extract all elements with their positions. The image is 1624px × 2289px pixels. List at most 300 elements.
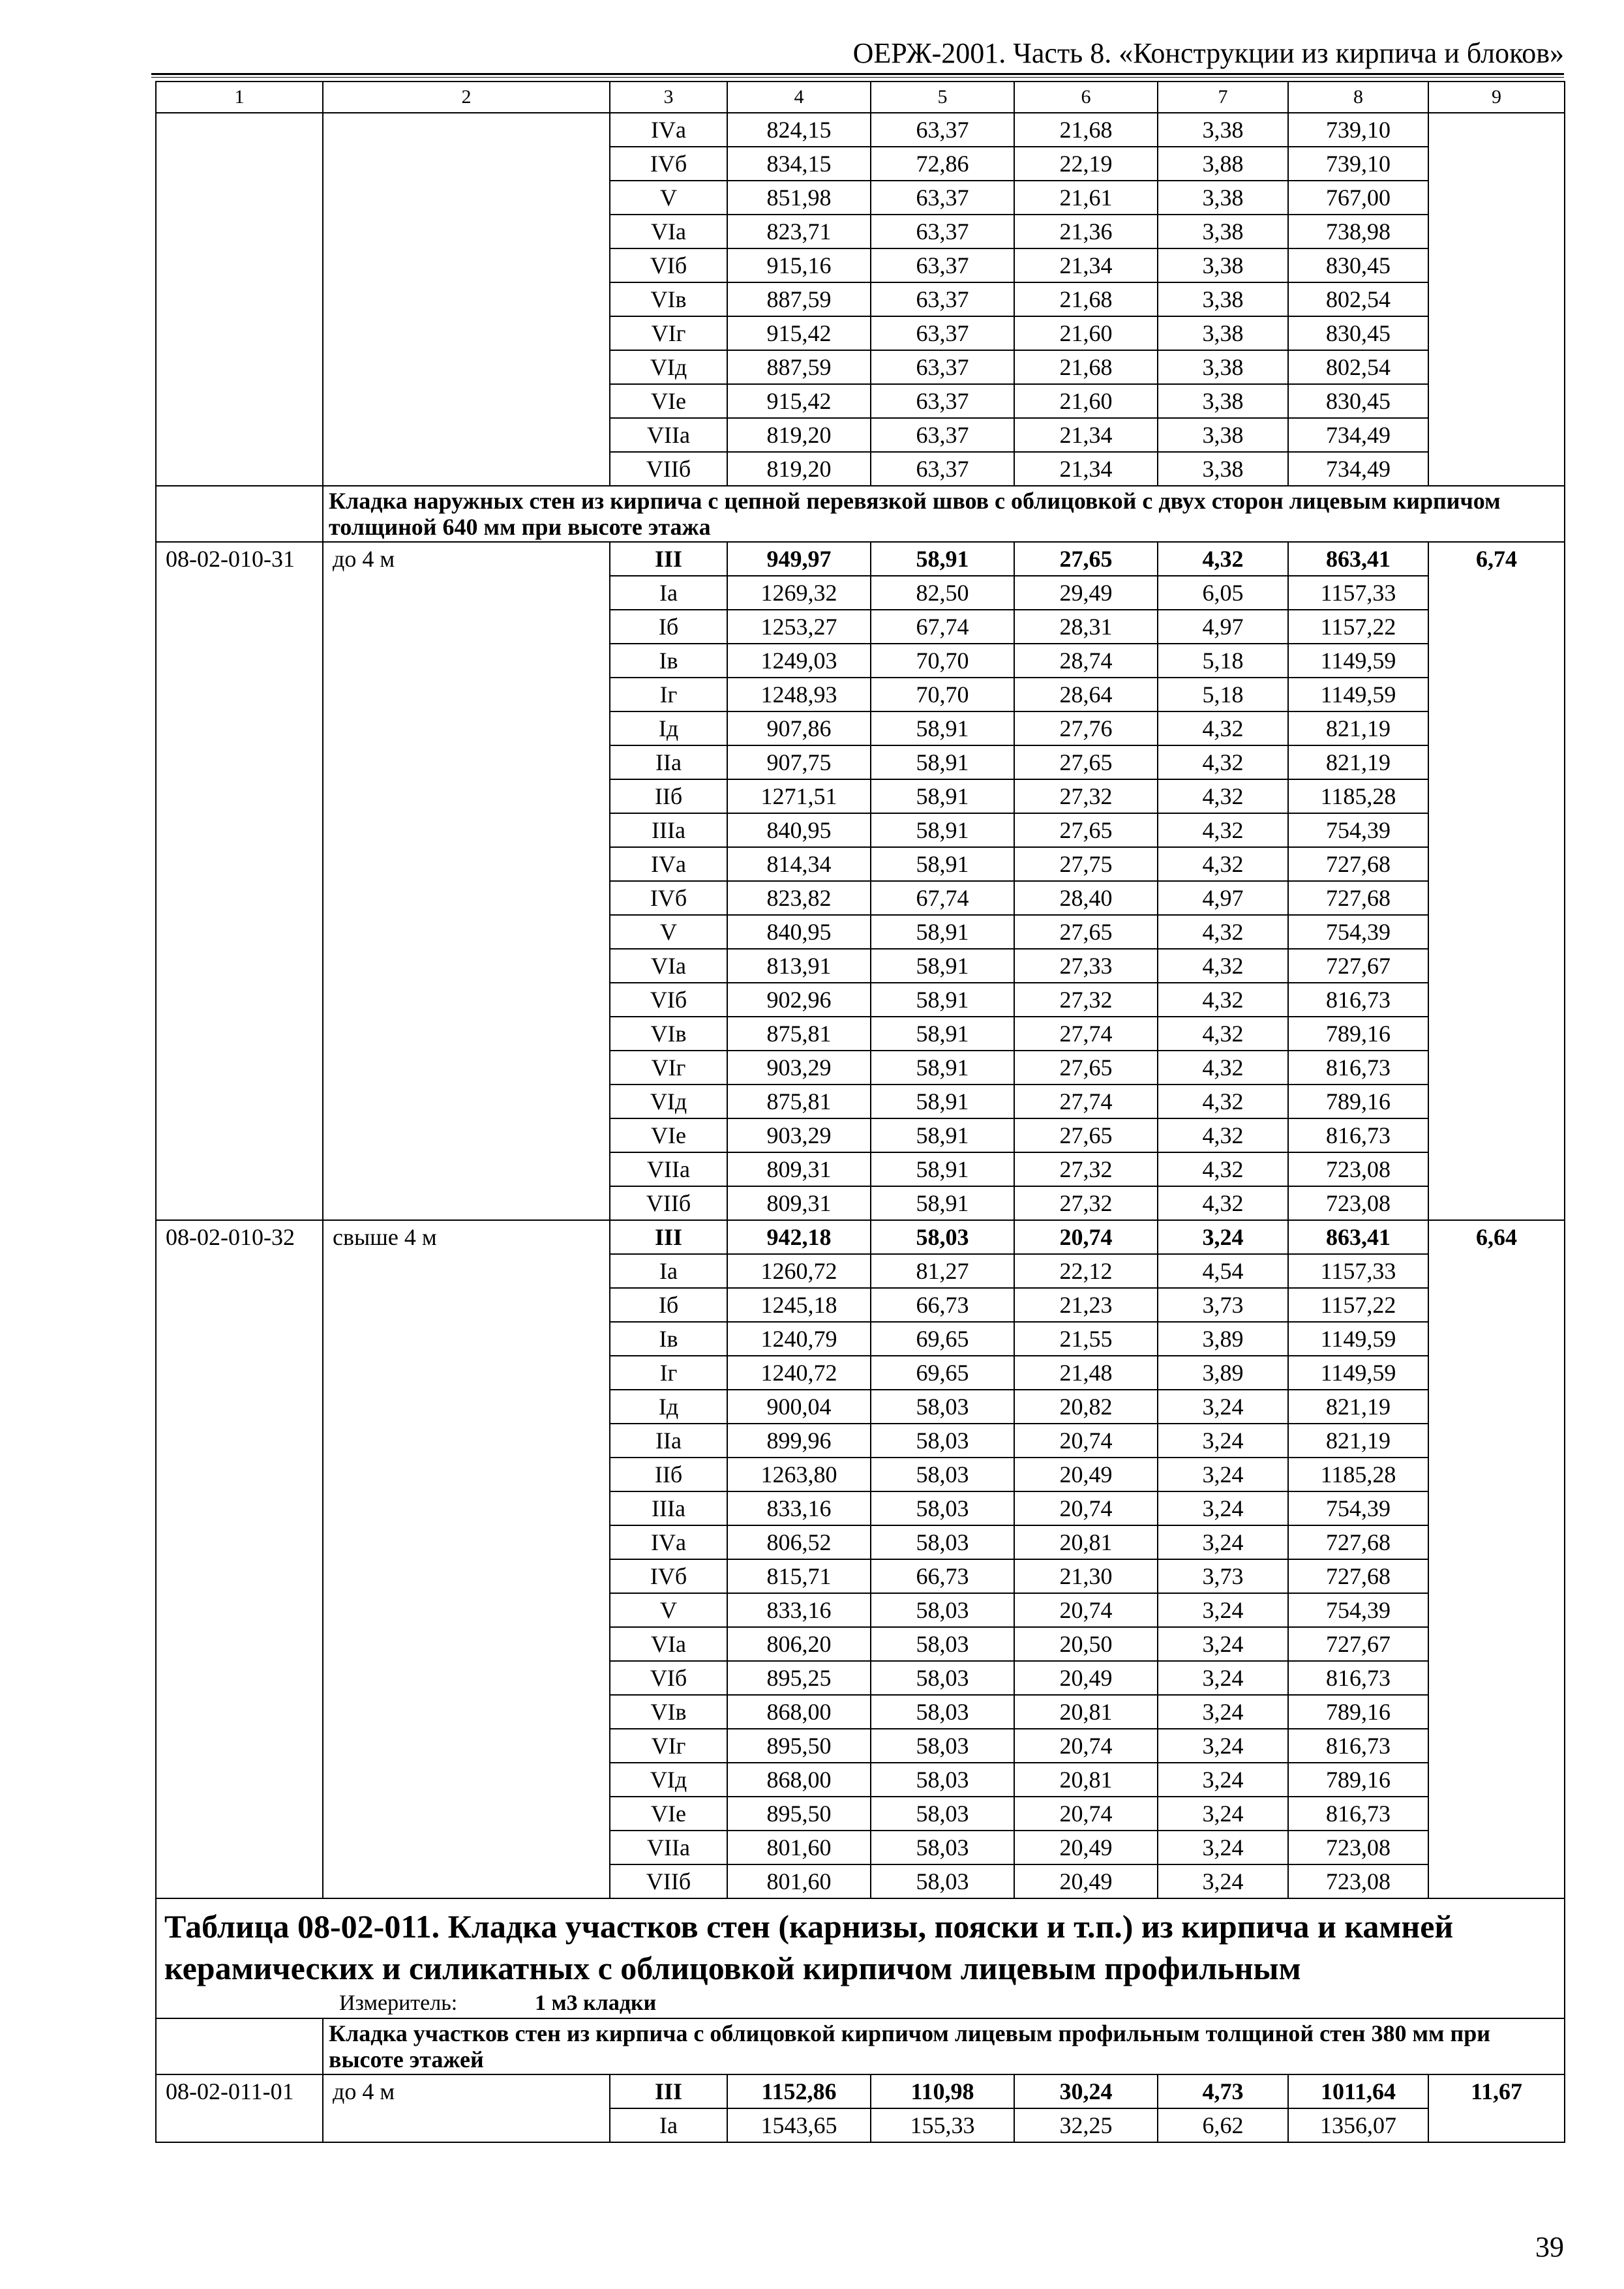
- worker-wages-cell: 58,03: [871, 1220, 1014, 1254]
- machine-operation-cell: 20,49: [1014, 1661, 1158, 1695]
- worker-wages-cell: 58,91: [871, 779, 1014, 813]
- direct-costs-cell: 1240,79: [727, 1322, 871, 1356]
- table-row: [156, 2074, 1565, 2108]
- driver-wages-cell: 5,18: [1158, 644, 1288, 678]
- driver-wages-cell: 4,32: [1158, 983, 1288, 1017]
- driver-wages-cell: 4,32: [1158, 711, 1288, 745]
- region-code-cell: Iв: [610, 1322, 727, 1356]
- machine-operation-cell: 27,65: [1014, 745, 1158, 779]
- machine-operation-cell: 20,74: [1014, 1424, 1158, 1458]
- driver-wages-cell: 4,32: [1158, 1186, 1288, 1220]
- driver-wages-cell: 4,32: [1158, 1118, 1288, 1152]
- region-code-cell: VIб: [610, 248, 727, 282]
- materials-cell: 734,49: [1288, 452, 1428, 486]
- materials-cell: 863,41: [1288, 1220, 1428, 1254]
- driver-wages-cell: 3,24: [1158, 1458, 1288, 1491]
- driver-wages-cell: 3,38: [1158, 181, 1288, 215]
- materials-cell: 816,73: [1288, 1051, 1428, 1085]
- materials-cell: 863,41: [1288, 542, 1428, 576]
- materials-cell: 789,16: [1288, 1763, 1428, 1797]
- machine-operation-cell: 28,74: [1014, 644, 1158, 678]
- worker-wages-cell: 63,37: [871, 452, 1014, 486]
- direct-costs-cell: 903,29: [727, 1118, 871, 1152]
- machine-operation-cell: 21,60: [1014, 316, 1158, 350]
- region-code-cell: V: [610, 181, 727, 215]
- region-code-cell: VIб: [610, 983, 727, 1017]
- machine-operation-cell: 29,49: [1014, 576, 1158, 610]
- column-number: 8: [1288, 82, 1428, 113]
- worker-wages-cell: 70,70: [871, 644, 1014, 678]
- machine-operation-cell: 27,32: [1014, 779, 1158, 813]
- machine-operation-cell: 27,65: [1014, 1051, 1158, 1085]
- worker-wages-cell: 63,37: [871, 350, 1014, 384]
- direct-costs-cell: 824,15: [727, 113, 871, 147]
- materials-cell: 1149,59: [1288, 1356, 1428, 1390]
- machine-operation-cell: 20,74: [1014, 1593, 1158, 1627]
- direct-costs-cell: 1269,32: [727, 576, 871, 610]
- direct-costs-cell: 809,31: [727, 1152, 871, 1186]
- region-code-cell: VIг: [610, 1729, 727, 1763]
- norm-name: до 4 м: [323, 2074, 610, 2142]
- worker-wages-cell: 58,03: [871, 1593, 1014, 1627]
- materials-cell: 734,49: [1288, 418, 1428, 452]
- worker-wages-cell: 63,37: [871, 215, 1014, 248]
- direct-costs-cell: 915,42: [727, 384, 871, 418]
- worker-wages-cell: 58,91: [871, 915, 1014, 949]
- materials-cell: 830,45: [1288, 316, 1428, 350]
- driver-wages-cell: 3,38: [1158, 282, 1288, 316]
- section-code-spacer: [156, 486, 323, 542]
- machine-operation-cell: 21,36: [1014, 215, 1158, 248]
- worker-wages-cell: 58,03: [871, 1627, 1014, 1661]
- table-row: [156, 113, 1565, 147]
- region-code-cell: VIIб: [610, 452, 727, 486]
- region-code-cell: III: [610, 542, 727, 576]
- driver-wages-cell: 4,32: [1158, 1017, 1288, 1051]
- direct-costs-cell: 887,59: [727, 350, 871, 384]
- column-number: 6: [1014, 82, 1158, 113]
- driver-wages-cell: 3,88: [1158, 147, 1288, 181]
- column-number: 2: [323, 82, 610, 113]
- driver-wages-cell: 3,89: [1158, 1322, 1288, 1356]
- machine-operation-cell: 20,74: [1014, 1729, 1158, 1763]
- region-code-cell: IVа: [610, 113, 727, 147]
- region-code-cell: VIг: [610, 1051, 727, 1085]
- direct-costs-cell: 902,96: [727, 983, 871, 1017]
- materials-cell: 723,08: [1288, 1152, 1428, 1186]
- direct-costs-cell: 887,59: [727, 282, 871, 316]
- driver-wages-cell: 3,38: [1158, 248, 1288, 282]
- driver-wages-cell: 3,24: [1158, 1627, 1288, 1661]
- materials-cell: 1149,59: [1288, 644, 1428, 678]
- driver-wages-cell: 4,32: [1158, 1085, 1288, 1118]
- region-code-cell: VIб: [610, 1661, 727, 1695]
- region-code-cell: VIа: [610, 949, 727, 983]
- machine-operation-cell: 21,23: [1014, 1288, 1158, 1322]
- region-code-cell: VIв: [610, 1017, 727, 1051]
- materials-cell: 830,45: [1288, 248, 1428, 282]
- worker-wages-cell: 58,91: [871, 1085, 1014, 1118]
- materials-cell: 738,98: [1288, 215, 1428, 248]
- direct-costs-cell: 840,95: [727, 813, 871, 847]
- worker-wages-cell: 58,03: [871, 1525, 1014, 1559]
- driver-wages-cell: 3,73: [1158, 1288, 1288, 1322]
- column-number: 3: [610, 82, 727, 113]
- driver-wages-cell: 3,73: [1158, 1559, 1288, 1593]
- machine-operation-cell: 21,34: [1014, 248, 1158, 282]
- section-description: Кладка наружных стен из кирпича с цепной перевязкой швов с облицовкой с двух сторон лицевым кирпичом толщиной 640 мм при высоте этажа: [323, 486, 1565, 542]
- driver-wages-cell: 3,24: [1158, 1797, 1288, 1831]
- machine-operation-cell: 20,81: [1014, 1763, 1158, 1797]
- region-code-cell: IIб: [610, 779, 727, 813]
- worker-wages-cell: 82,50: [871, 576, 1014, 610]
- norm-code: 08-02-011-01: [156, 2074, 323, 2142]
- machine-operation-cell: 21,68: [1014, 350, 1158, 384]
- header-rule: [151, 73, 1564, 75]
- region-code-cell: IIб: [610, 1458, 727, 1491]
- direct-costs-cell: 942,18: [727, 1220, 871, 1254]
- machine-operation-cell: 27,74: [1014, 1017, 1158, 1051]
- region-code-cell: Iб: [610, 610, 727, 644]
- direct-costs-cell: 809,31: [727, 1186, 871, 1220]
- machine-operation-cell: 27,76: [1014, 711, 1158, 745]
- direct-costs-cell: 1271,51: [727, 779, 871, 813]
- worker-wages-cell: 58,03: [871, 1695, 1014, 1729]
- worker-wages-cell: 58,03: [871, 1729, 1014, 1763]
- machine-operation-cell: 21,68: [1014, 113, 1158, 147]
- region-code-cell: Iд: [610, 711, 727, 745]
- column-number: 5: [871, 82, 1014, 113]
- driver-wages-cell: 3,24: [1158, 1525, 1288, 1559]
- column-number-row: [156, 82, 1565, 113]
- norms-table: [155, 81, 1565, 2143]
- materials-cell: 767,00: [1288, 181, 1428, 215]
- worker-wages-cell: 58,91: [871, 983, 1014, 1017]
- worker-wages-cell: 58,03: [871, 1390, 1014, 1424]
- machine-operation-cell: 27,32: [1014, 1152, 1158, 1186]
- region-code-cell: III: [610, 1220, 727, 1254]
- direct-costs-cell: 801,60: [727, 1864, 871, 1898]
- table-title-cell: [156, 1898, 1565, 2018]
- driver-wages-cell: 4,54: [1158, 1254, 1288, 1288]
- worker-wages-cell: 58,03: [871, 1831, 1014, 1864]
- driver-wages-cell: 4,32: [1158, 813, 1288, 847]
- driver-wages-cell: 3,38: [1158, 452, 1288, 486]
- driver-wages-cell: 4,97: [1158, 881, 1288, 915]
- worker-wages-cell: 63,37: [871, 316, 1014, 350]
- direct-costs-cell: 1543,65: [727, 2108, 871, 2142]
- region-code-cell: VIд: [610, 1763, 727, 1797]
- column-number: 9: [1428, 82, 1565, 113]
- measure-value: 1 м3 кладки: [535, 1991, 657, 2015]
- direct-costs-cell: 1240,72: [727, 1356, 871, 1390]
- direct-costs-cell: 895,25: [727, 1661, 871, 1695]
- driver-wages-cell: 4,32: [1158, 915, 1288, 949]
- worker-wages-cell: 58,91: [871, 1118, 1014, 1152]
- region-code-cell: VIIа: [610, 1152, 727, 1186]
- machine-operation-cell: 27,32: [1014, 983, 1158, 1017]
- materials-cell: 754,39: [1288, 813, 1428, 847]
- section-header-640: [156, 486, 1565, 542]
- region-code-cell: IVа: [610, 847, 727, 881]
- direct-costs-cell: 819,20: [727, 452, 871, 486]
- direct-costs-cell: 899,96: [727, 1424, 871, 1458]
- direct-costs-cell: 806,20: [727, 1627, 871, 1661]
- materials-cell: 1185,28: [1288, 779, 1428, 813]
- machine-operation-cell: 20,82: [1014, 1390, 1158, 1424]
- materials-cell: 821,19: [1288, 711, 1428, 745]
- driver-wages-cell: 3,24: [1158, 1593, 1288, 1627]
- materials-cell: 789,16: [1288, 1017, 1428, 1051]
- worker-wages-cell: 66,73: [871, 1559, 1014, 1593]
- machine-operation-cell: 21,34: [1014, 418, 1158, 452]
- materials-cell: 723,08: [1288, 1831, 1428, 1864]
- region-code-cell: Iа: [610, 576, 727, 610]
- region-code-cell: IIIа: [610, 1491, 727, 1525]
- materials-cell: 821,19: [1288, 1390, 1428, 1424]
- materials-cell: 727,68: [1288, 881, 1428, 915]
- region-code-cell: VIIб: [610, 1186, 727, 1220]
- norm-name: свыше 4 м: [323, 1220, 610, 1898]
- worker-wages-cell: 58,91: [871, 1051, 1014, 1085]
- materials-cell: 821,19: [1288, 745, 1428, 779]
- driver-wages-cell: 4,97: [1158, 610, 1288, 644]
- materials-cell: 816,73: [1288, 1661, 1428, 1695]
- direct-costs-cell: 851,98: [727, 181, 871, 215]
- column-number: 1: [156, 82, 323, 113]
- machine-operation-cell: 27,65: [1014, 915, 1158, 949]
- materials-cell: 727,68: [1288, 1559, 1428, 1593]
- direct-costs-cell: 875,81: [727, 1017, 871, 1051]
- region-code-cell: VIг: [610, 316, 727, 350]
- direct-costs-cell: 903,29: [727, 1051, 871, 1085]
- materials-cell: 754,39: [1288, 915, 1428, 949]
- machine-operation-cell: 28,64: [1014, 678, 1158, 711]
- materials-cell: 739,10: [1288, 147, 1428, 181]
- driver-wages-cell: 6,62: [1158, 2108, 1288, 2142]
- driver-wages-cell: 3,24: [1158, 1424, 1288, 1458]
- region-code-cell: V: [610, 915, 727, 949]
- driver-wages-cell: 3,38: [1158, 113, 1288, 147]
- direct-costs-cell: 900,04: [727, 1390, 871, 1424]
- region-code-cell: VIе: [610, 1797, 727, 1831]
- direct-costs-cell: 868,00: [727, 1695, 871, 1729]
- driver-wages-cell: 3,24: [1158, 1695, 1288, 1729]
- machine-operation-cell: 20,74: [1014, 1491, 1158, 1525]
- region-code-cell: IVб: [610, 1559, 727, 1593]
- worker-wages-cell: 58,91: [871, 542, 1014, 576]
- worker-wages-cell: 58,91: [871, 745, 1014, 779]
- worker-wages-cell: 58,03: [871, 1458, 1014, 1491]
- machine-operation-cell: 27,65: [1014, 542, 1158, 576]
- region-code-cell: IVа: [610, 1525, 727, 1559]
- region-code-cell: IIа: [610, 745, 727, 779]
- code-cell: [156, 113, 323, 486]
- region-code-cell: III: [610, 2074, 727, 2108]
- direct-costs-cell: 1245,18: [727, 1288, 871, 1322]
- machine-operation-cell: 21,34: [1014, 452, 1158, 486]
- worker-wages-cell: 58,03: [871, 1763, 1014, 1797]
- direct-costs-cell: 833,16: [727, 1491, 871, 1525]
- norm-code: 08-02-010-31: [156, 542, 323, 1220]
- machine-operation-cell: 20,74: [1014, 1220, 1158, 1254]
- machine-operation-cell: 21,55: [1014, 1322, 1158, 1356]
- machine-operation-cell: 28,40: [1014, 881, 1158, 915]
- machine-operation-cell: 20,81: [1014, 1695, 1158, 1729]
- labor-cost-cell: 6,74: [1428, 542, 1565, 1220]
- materials-cell: 802,54: [1288, 350, 1428, 384]
- worker-wages-cell: 58,03: [871, 1661, 1014, 1695]
- section-description: Кладка участков стен из кирпича с облицовкой кирпичом лицевым профильным толщиной стен 380 мм при высоте этажей: [323, 2018, 1565, 2074]
- driver-wages-cell: 3,89: [1158, 1356, 1288, 1390]
- materials-cell: 1149,59: [1288, 678, 1428, 711]
- direct-costs-cell: 840,95: [727, 915, 871, 949]
- machine-operation-cell: 21,48: [1014, 1356, 1158, 1390]
- direct-costs-cell: 875,81: [727, 1085, 871, 1118]
- direct-costs-cell: 1152,86: [727, 2074, 871, 2108]
- direct-costs-cell: 834,15: [727, 147, 871, 181]
- worker-wages-cell: 63,37: [871, 181, 1014, 215]
- worker-wages-cell: 58,91: [871, 847, 1014, 881]
- driver-wages-cell: 4,32: [1158, 1051, 1288, 1085]
- direct-costs-cell: 814,34: [727, 847, 871, 881]
- machine-operation-cell: 32,25: [1014, 2108, 1158, 2142]
- direct-costs-cell: 1260,72: [727, 1254, 871, 1288]
- materials-cell: 816,73: [1288, 1797, 1428, 1831]
- region-code-cell: IIа: [610, 1424, 727, 1458]
- worker-wages-cell: 58,03: [871, 1797, 1014, 1831]
- machine-operation-cell: 20,74: [1014, 1797, 1158, 1831]
- materials-cell: 802,54: [1288, 282, 1428, 316]
- direct-costs-cell: 813,91: [727, 949, 871, 983]
- region-code-cell: Iб: [610, 1288, 727, 1322]
- driver-wages-cell: 4,32: [1158, 949, 1288, 983]
- driver-wages-cell: 5,18: [1158, 678, 1288, 711]
- direct-costs-cell: 823,82: [727, 881, 871, 915]
- norm-name: до 4 м: [323, 542, 610, 1220]
- direct-costs-cell: 1249,03: [727, 644, 871, 678]
- worker-wages-cell: 63,37: [871, 113, 1014, 147]
- direct-costs-cell: 915,42: [727, 316, 871, 350]
- region-code-cell: Iа: [610, 2108, 727, 2142]
- materials-cell: 830,45: [1288, 384, 1428, 418]
- driver-wages-cell: 6,05: [1158, 576, 1288, 610]
- materials-cell: 1185,28: [1288, 1458, 1428, 1491]
- driver-wages-cell: 3,24: [1158, 1390, 1288, 1424]
- worker-wages-cell: 58,91: [871, 949, 1014, 983]
- materials-cell: 816,73: [1288, 983, 1428, 1017]
- materials-cell: 1157,22: [1288, 610, 1428, 644]
- column-number: 7: [1158, 82, 1288, 113]
- machine-operation-cell: 20,50: [1014, 1627, 1158, 1661]
- driver-wages-cell: 3,24: [1158, 1491, 1288, 1525]
- worker-wages-cell: 67,74: [871, 610, 1014, 644]
- direct-costs-cell: 915,16: [727, 248, 871, 282]
- direct-costs-cell: 1263,80: [727, 1458, 871, 1491]
- region-code-cell: IIIа: [610, 813, 727, 847]
- materials-cell: 727,67: [1288, 1627, 1428, 1661]
- direct-costs-cell: 815,71: [727, 1559, 871, 1593]
- table-title-row: [156, 1898, 1565, 2018]
- materials-cell: 1157,22: [1288, 1288, 1428, 1322]
- labor-cost-cell: 6,64: [1428, 1220, 1565, 1898]
- region-code-cell: VIе: [610, 384, 727, 418]
- table-title: Таблица 08-02-011. Кладка участков стен (карнизы, пояски и т.п.) из кирпича и камней керамических и силикатных с облицовкой кирпичом лицевым профильным: [164, 1908, 1454, 1986]
- worker-wages-cell: 63,37: [871, 248, 1014, 282]
- worker-wages-cell: 81,27: [871, 1254, 1014, 1288]
- machine-operation-cell: 21,30: [1014, 1559, 1158, 1593]
- worker-wages-cell: 110,98: [871, 2074, 1014, 2108]
- machine-operation-cell: 30,24: [1014, 2074, 1158, 2108]
- region-code-cell: Iд: [610, 1390, 727, 1424]
- driver-wages-cell: 4,73: [1158, 2074, 1288, 2108]
- direct-costs-cell: 895,50: [727, 1797, 871, 1831]
- machine-operation-cell: 21,60: [1014, 384, 1158, 418]
- driver-wages-cell: 4,32: [1158, 542, 1288, 576]
- region-code-cell: Iг: [610, 678, 727, 711]
- worker-wages-cell: 63,37: [871, 384, 1014, 418]
- region-code-cell: VIа: [610, 1627, 727, 1661]
- materials-cell: 727,67: [1288, 949, 1428, 983]
- worker-wages-cell: 63,37: [871, 282, 1014, 316]
- materials-cell: 754,39: [1288, 1491, 1428, 1525]
- direct-costs-cell: 801,60: [727, 1831, 871, 1864]
- labor-cost-cell: 11,67: [1428, 2074, 1565, 2142]
- worker-wages-cell: 58,91: [871, 1152, 1014, 1186]
- driver-wages-cell: 3,24: [1158, 1864, 1288, 1898]
- worker-wages-cell: 67,74: [871, 881, 1014, 915]
- materials-cell: 1356,07: [1288, 2108, 1428, 2142]
- header-rule-thin: [151, 77, 1564, 78]
- worker-wages-cell: 58,03: [871, 1491, 1014, 1525]
- column-number: 4: [727, 82, 871, 113]
- materials-cell: 1149,59: [1288, 1322, 1428, 1356]
- machine-operation-cell: 20,49: [1014, 1864, 1158, 1898]
- region-code-cell: VIе: [610, 1118, 727, 1152]
- region-code-cell: VIа: [610, 215, 727, 248]
- worker-wages-cell: 155,33: [871, 2108, 1014, 2142]
- driver-wages-cell: 4,32: [1158, 745, 1288, 779]
- page-number: 39: [1535, 2231, 1564, 2263]
- driver-wages-cell: 3,24: [1158, 1831, 1288, 1864]
- materials-cell: 816,73: [1288, 1729, 1428, 1763]
- measure-line: [164, 1989, 1556, 2018]
- section-header-380: [156, 2018, 1565, 2074]
- table-row: [156, 1220, 1565, 1254]
- direct-costs-cell: 895,50: [727, 1729, 871, 1763]
- driver-wages-cell: 4,32: [1158, 779, 1288, 813]
- direct-costs-cell: 868,00: [727, 1763, 871, 1797]
- driver-wages-cell: 4,32: [1158, 1152, 1288, 1186]
- machine-operation-cell: 27,33: [1014, 949, 1158, 983]
- region-code-cell: Iа: [610, 1254, 727, 1288]
- driver-wages-cell: 3,24: [1158, 1763, 1288, 1797]
- worker-wages-cell: 58,03: [871, 1424, 1014, 1458]
- table-body: [156, 82, 1565, 2142]
- materials-cell: 727,68: [1288, 1525, 1428, 1559]
- driver-wages-cell: 3,38: [1158, 350, 1288, 384]
- materials-cell: 816,73: [1288, 1118, 1428, 1152]
- worker-wages-cell: 66,73: [871, 1288, 1014, 1322]
- driver-wages-cell: 3,24: [1158, 1220, 1288, 1254]
- region-code-cell: VIIа: [610, 418, 727, 452]
- region-code-cell: IVб: [610, 147, 727, 181]
- driver-wages-cell: 3,38: [1158, 316, 1288, 350]
- machine-operation-cell: 27,32: [1014, 1186, 1158, 1220]
- table-row: [156, 542, 1565, 576]
- machine-operation-cell: 27,75: [1014, 847, 1158, 881]
- region-code-cell: V: [610, 1593, 727, 1627]
